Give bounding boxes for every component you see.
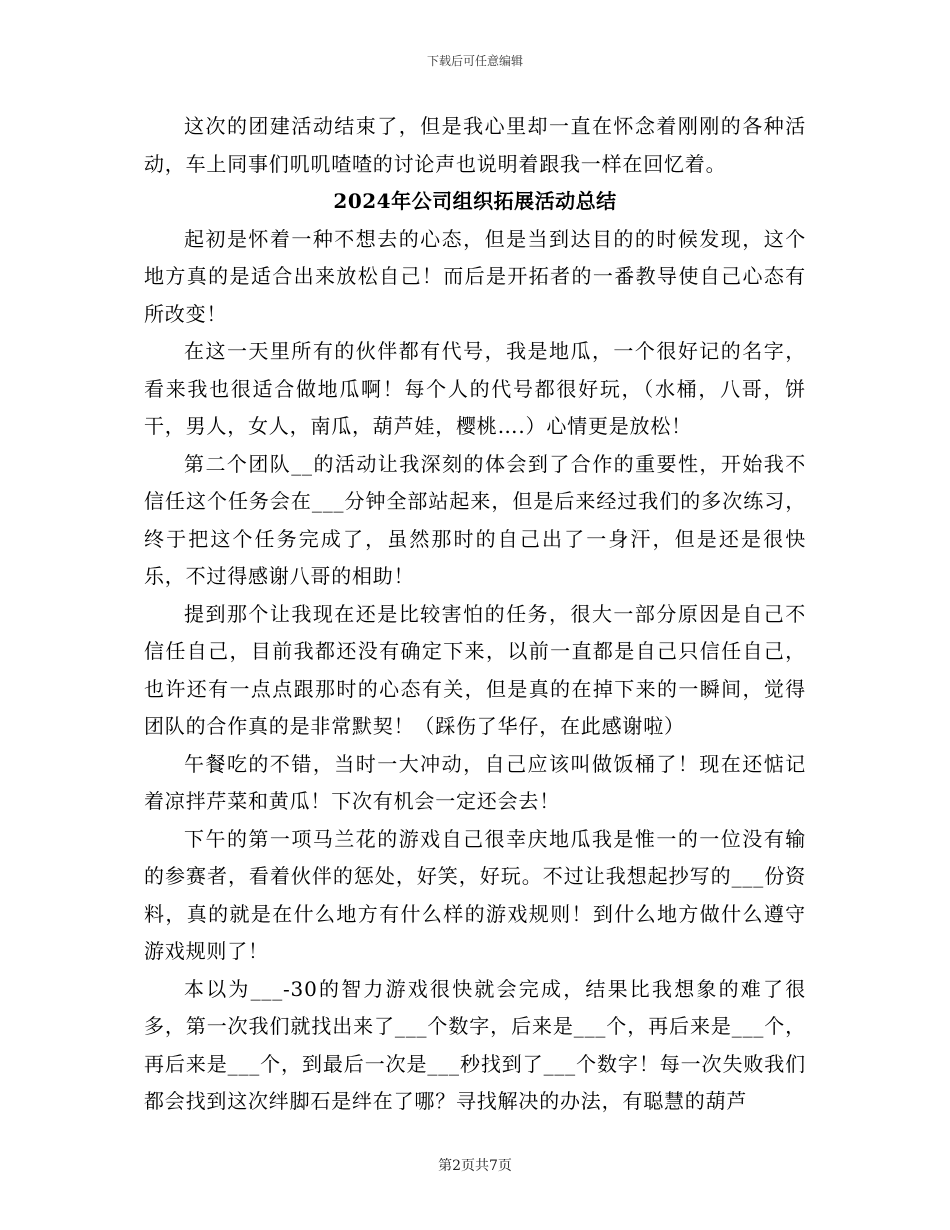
paragraph-fear-task: 提到那个让我现在还是比较害怕的任务，很大一部分原因是自己不信任自己，目前我都还没有确定下来，以前一直都是自己只信任自己，也许还有一点点跟那时的心态有关，但是真的在掉下来的一瞬间，觉得团队的合作真的是非常默契！（踩伤了华仔，在此感谢啦）: [144, 601, 806, 738]
paragraph-lunch: 午餐吃的不错，当时一大冲动，自己应该叫做饭桶了！现在还惦记着凉拌芹菜和黄瓜！下次有机会一定还会去！: [144, 751, 806, 813]
paragraph-afternoon-game: 下午的第一项马兰花的游戏自己很幸庆地瓜我是惟一的一位没有输的参赛者，看着伙伴的惩处，好笑，好玩。不过让我想起抄写的___份资料，真的就是在什么地方有什么样的游戏规则！到什么地方做什么遵守游戏规则了！: [144, 826, 806, 963]
header-note: 下载后可任意编辑: [426, 54, 523, 68]
document-title: 2024年公司组织拓展活动总结: [333, 189, 617, 213]
paragraph-puzzle-game: 本以为___-30的智力游戏很快就会完成，结果比我想象的难了很多，第一次我们就找出来了___个数字，后来是___个，再后来是___个，再后来是___个，到最后一次是___秒找到了___个数字！每一次失败我们都会找到这次绊脚石是绊在了哪？寻找解决的办法，有聪慧的葫芦: [144, 976, 806, 1113]
paragraph-team-task: 第二个团队__的活动让我深刻的体会到了合作的重要性，开始我不信任这个任务会在___分钟全部站起来，但是后来经过我们的多次练习，终于把这个任务完成了，虽然那时的自己出了一身汗，但是还是很快乐，不过得感谢八哥的相助！: [144, 451, 806, 588]
paragraph-arrival: 起初是怀着一种不想去的心态，但是当到达目的的时候发现，这个地方真的是适合出来放松自己！而后是开拓者的一番教导使自己心态有所改变！: [144, 226, 806, 326]
paragraph-intro: 这次的团建活动结束了，但是我心里却一直在怀念着刚刚的各种活动，车上同事们叽叽喳喳的讨论声也说明着跟我一样在回忆着。: [144, 114, 806, 176]
paragraph-codenames: 在这一天里所有的伙伴都有代号，我是地瓜，一个很好记的名字，看来我也很适合做地瓜啊！每个人的代号都很好玩，（水桶，八哥，饼干，男人，女人，南瓜，葫芦娃，樱桃….）心情更是放松！: [144, 339, 806, 438]
document-body: [144, 108, 806, 1121]
page-number: 第2页共7页: [438, 1158, 512, 1174]
